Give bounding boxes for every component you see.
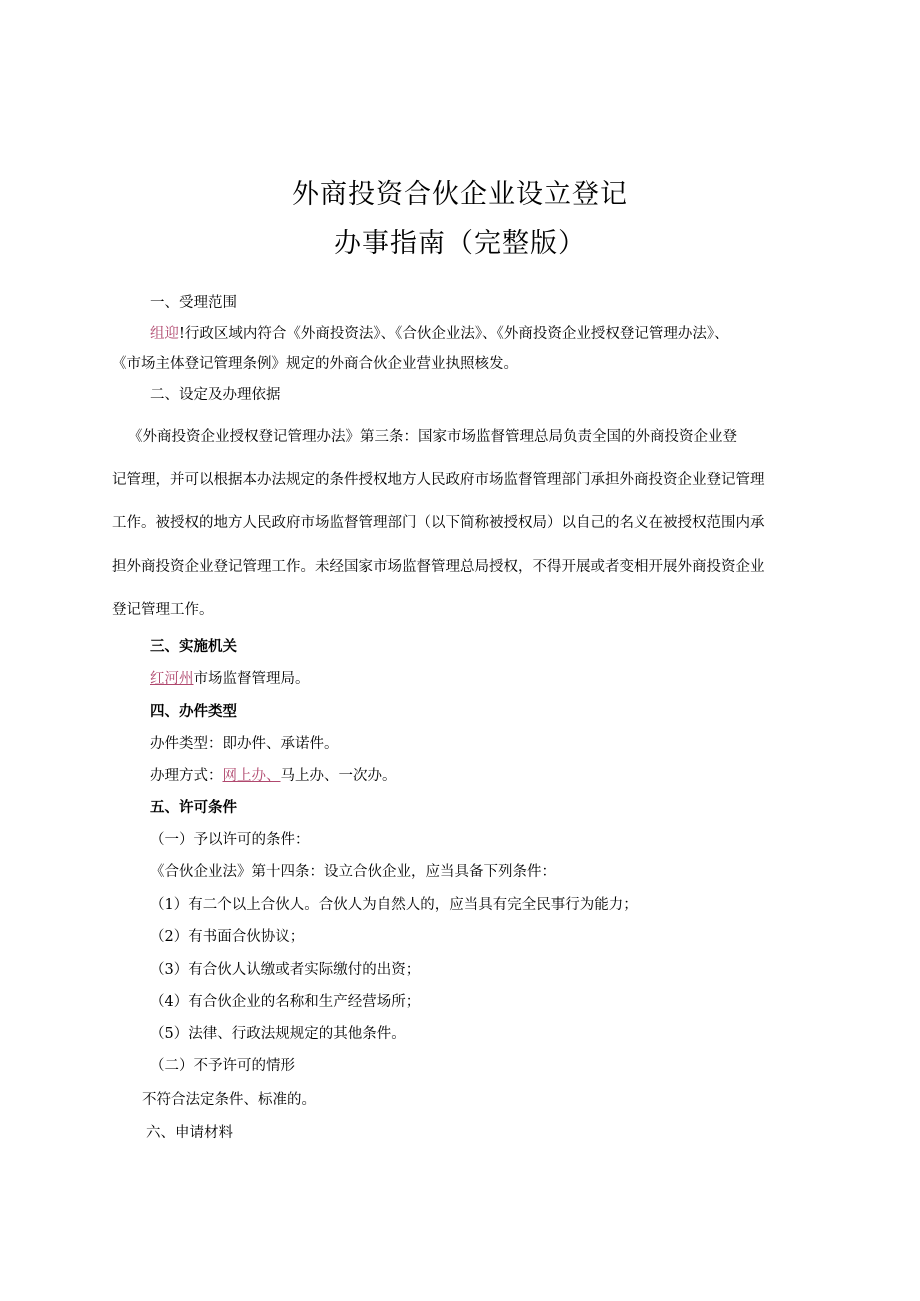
document-title-line-1: 外商投资合伙企业设立登记 — [292, 179, 628, 210]
section-2-line: 工作。被授权的地方人民政府市场监督管理部门（以下简称被授权局）以自己的名义在被授权范围内承 — [112, 515, 765, 531]
section-3-heading: 三、实施机关 — [150, 639, 237, 655]
condition-item: （3）有合伙人认缴或者实际缴付的出资； — [150, 962, 421, 978]
section-6-heading: 六、申请材料 — [146, 1125, 233, 1141]
section-4-method-line: 办理方式：网上办、马上办、一次办。 — [150, 768, 397, 784]
section-4-type-line: 办件类型：即办件、承诺件。 — [150, 736, 339, 752]
highlighted-region-name: 组迎 — [150, 326, 179, 342]
section-2-line: 登记管理工作。 — [112, 602, 214, 618]
condition-item: （4）有合伙企业的名称和生产经营场所； — [150, 994, 421, 1010]
section-5-deny: 不符合法定条件、标准的。 — [142, 1092, 316, 1108]
section-1-text: !行政区域内符合《外商投资法》、《合伙企业法》、《外商投资企业授权登记管理办法》、 — [179, 326, 729, 342]
section-2-line: 记管理，并可以根据本办法规定的条件授权地方人民政府市场监督管理部门承担外商投资企业登记管理 — [112, 472, 765, 488]
section-1-heading: 一、受理范围 — [150, 295, 237, 311]
section-2-line: 《外商投资企业授权登记管理办法》第三条：国家市场监督管理总局负责全国的外商投资企业登 — [128, 429, 737, 445]
condition-item: （5）法律、行政法规规定的其他条件。 — [150, 1026, 406, 1042]
section-5-law: 《合伙企业法》第十四条：设立合伙企业，应当具备下列条件： — [150, 864, 556, 880]
highlighted-online-method: 网上办、 — [222, 768, 281, 784]
section-1-paragraph-line-2: 《市场主体登记管理条例》规定的外商合伙企业营业执照核发。 — [112, 356, 518, 372]
section-5-heading: 五、许可条件 — [150, 800, 237, 816]
section-5-sub-2: （二）不予许可的情形 — [150, 1058, 295, 1074]
section-2-heading: 二、设定及办理依据 — [150, 387, 281, 403]
document-title-line-2: 办事指南（完整版） — [334, 228, 586, 259]
section-5-sub-1: （一）予以许可的条件： — [150, 832, 310, 848]
section-4-heading: 四、办件类型 — [150, 704, 237, 720]
section-1-paragraph-line-1 — [150, 324, 729, 344]
condition-item: （1）有二个以上合伙人。合伙人为自然人的，应当具有完全民事行为能力； — [150, 897, 638, 913]
section-3-body: 红河州市场监督管理局。 — [150, 671, 310, 687]
highlighted-agency-name: 红河州 — [150, 671, 194, 687]
condition-item: （2）有书面合伙协议； — [150, 929, 305, 945]
section-2-line: 担外商投资企业登记管理工作。未经国家市场监督管理总局授权，不得开展或者变相开展外商投资企业 — [112, 559, 765, 575]
